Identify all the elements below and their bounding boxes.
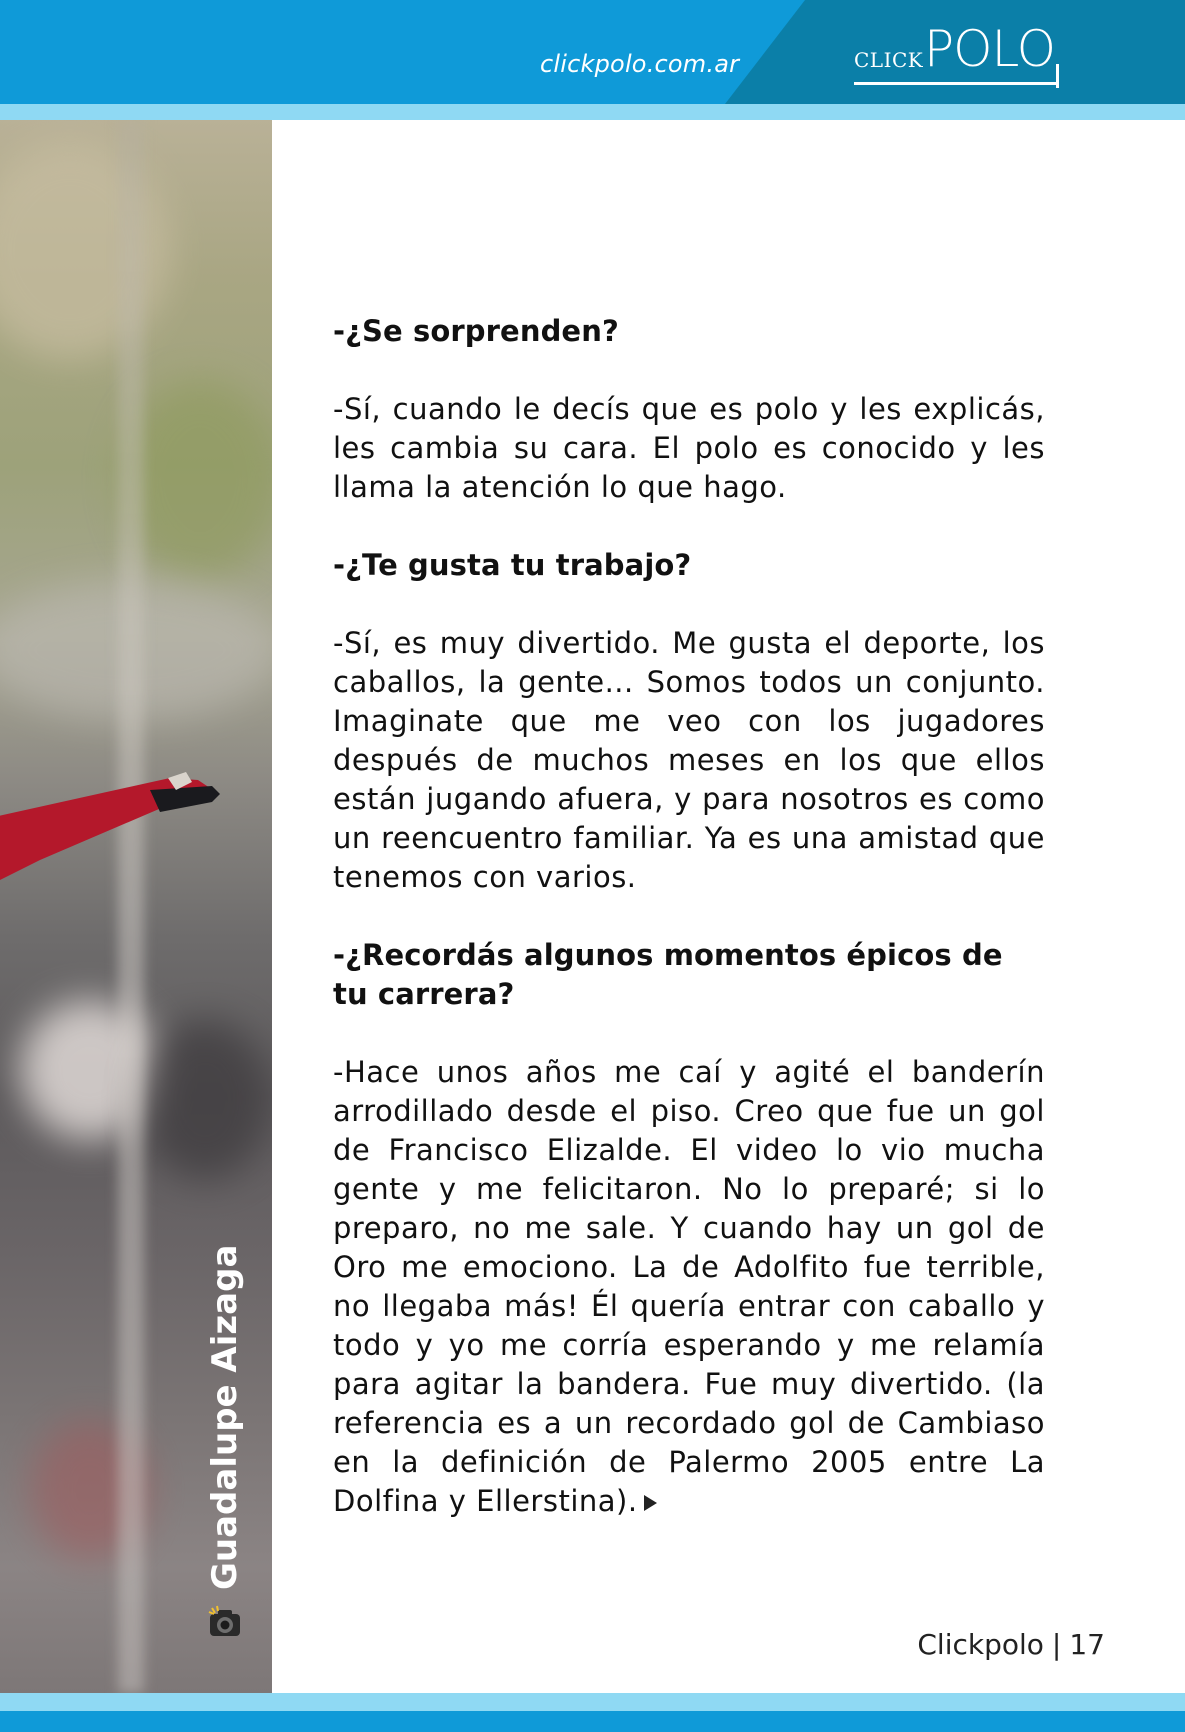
clickpolo-logo [854,20,1064,92]
answer-2: -Sí, es muy divertido. Me gusta el deporte, los caballos, la gente... Somos todos un conjunto. Imaginate que me veo con los jugadores después de muchos meses en los que ellos están jugando afuera, y para nosotros es como un reencuentro familiar. Ya es una amistad que tenemos con varios. [333,626,1045,894]
photo-credit-name: Guadalupe Aizaga [205,1244,245,1590]
question-3: -¿Recordás algunos momentos épicos de tu carrera? [333,938,1003,1011]
question-1: -¿Se sorprenden? [333,314,619,348]
page-number: 17 [1069,1628,1105,1661]
photo-strip [0,120,272,1693]
page-folio [917,1628,1105,1661]
footer-stripe [0,1693,1185,1711]
flag-pole [118,120,144,1693]
question-2: -¿Te gusta tu trabajo? [333,548,692,582]
camera-icon [207,1604,243,1640]
bokeh-light [0,140,170,360]
article-body [333,312,1045,1560]
folio-publication: Clickpolo [917,1628,1044,1661]
site-url: clickpolo.com.ar [540,50,740,78]
answer-1: -Sí, cuando le decís que es polo y les explicás, les cambia su cara. El polo es conocido y les llama la atención lo que hago. [333,392,1045,504]
answer-3 [333,1053,1045,1521]
logo-tick [1056,64,1059,88]
triangle-right-icon [644,1495,657,1511]
logo-click-text: CLICK [854,48,924,72]
logo-underline [854,82,1058,85]
logo-polo-text: POLO [924,20,1055,78]
footer-bar [0,1711,1185,1732]
photo-credit [205,1245,245,1640]
red-flag [0,760,240,880]
header-stripe [0,104,1185,120]
folio-separator: | [1051,1628,1062,1661]
bokeh-dark [140,1020,270,1180]
answer-3-text: -Hace unos años me caí y agité el banderín arrodillado desde el piso. Creo que fue un gol de Francisco Elizalde. El video lo vio mucha gente y me felicitaron. No lo preparé; si lo preparo, no me sale. Y cuando hay un gol de Oro me emociono. La de Adolfito fue terrible, no llegaba más! Él quería entrar con caballo y todo y yo me corría esperando y me relamía para agitar la bandera. Fue muy divertido. (la referencia es a un recordado gol de Cambiaso en la definición de Palermo 2005 entre La Dolfina y Ellerstina). [333,1055,1045,1518]
